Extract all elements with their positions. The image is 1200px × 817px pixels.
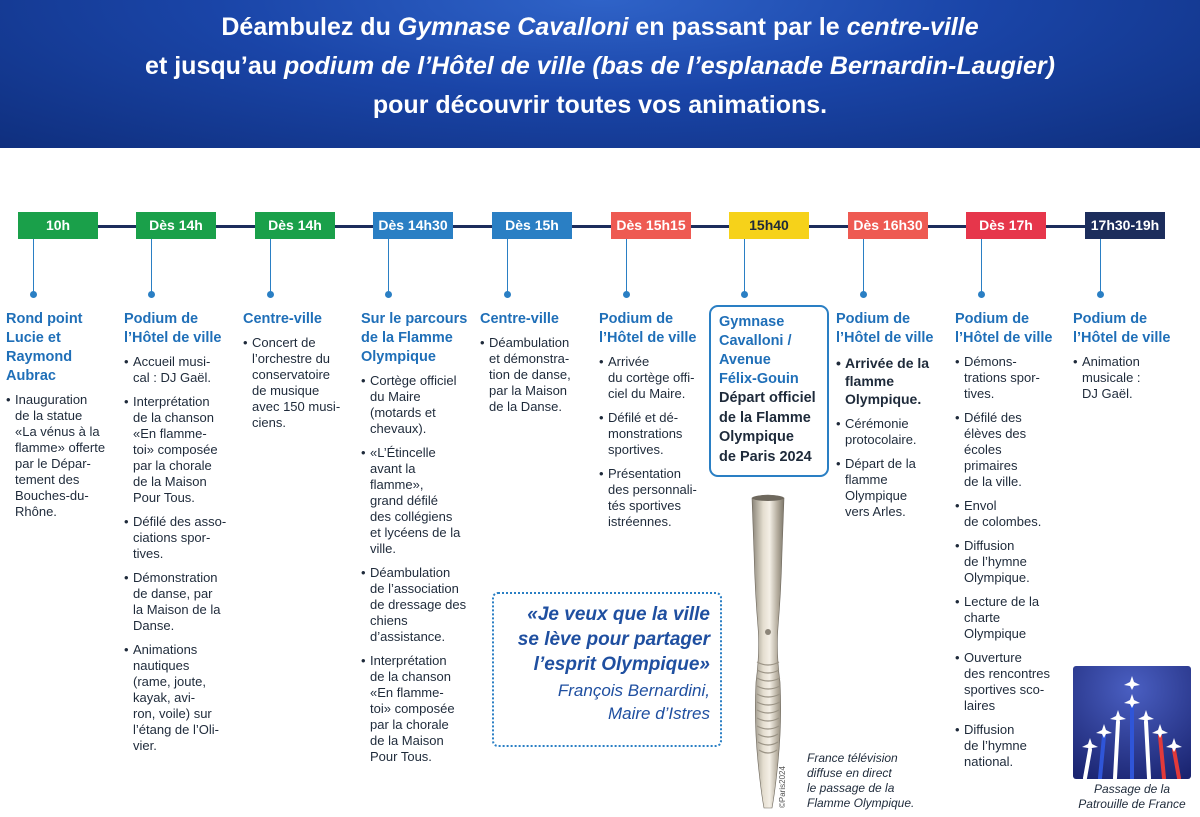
event-item-line: des rencontres	[964, 666, 1050, 681]
time-badge-1: 10h	[18, 212, 98, 239]
event-location	[124, 310, 239, 348]
connector-10	[1100, 239, 1101, 294]
event-item-line: par la chorale	[133, 458, 212, 473]
event-item-line: flamme	[845, 373, 895, 389]
event-item-line: • «L’Étincelle	[370, 445, 436, 460]
event-item-line: l’orchestre du	[252, 351, 331, 366]
event-item-line: Bouches-du-	[15, 488, 89, 503]
event-location-line: Félix-Gouin	[719, 371, 799, 387]
event-item	[955, 498, 1067, 530]
event-item-line: • Démonstration	[133, 570, 218, 585]
time-badge-10: 17h30-19h	[1085, 212, 1165, 239]
event-item-line: • Diffusion	[964, 538, 1015, 553]
event-column-3	[243, 310, 355, 439]
event-item	[1073, 354, 1193, 402]
event-location	[1073, 310, 1193, 348]
connector-dot-5	[504, 291, 511, 298]
event-item-line: • Arrivée de la	[845, 355, 930, 371]
header-banner	[0, 0, 1200, 148]
event-item-line: monstrations	[608, 426, 683, 441]
event-item-line: • Défilé et dé-	[608, 410, 679, 425]
event-item-line: toi» composée	[370, 701, 455, 716]
event-item-line: • Interprétation	[133, 394, 210, 409]
event-location-line: l’Hôtel de ville	[124, 330, 222, 346]
connector-5	[507, 239, 508, 294]
event-item-line: de musique	[252, 383, 320, 398]
event-column-6	[599, 310, 711, 538]
event-location-line: de la Flamme	[361, 330, 453, 346]
departure-title-line: de la Flamme	[719, 409, 811, 426]
event-item-line: • Envol	[964, 498, 997, 513]
event-item-line: Rhône.	[15, 504, 57, 519]
connector-dot-4	[385, 291, 392, 298]
event-item-line: chevaux).	[370, 421, 427, 436]
connector-9	[981, 239, 982, 294]
connector-6	[626, 239, 627, 294]
time-badge-8: Dès 16h30	[848, 212, 928, 239]
banner-line-1: Déambulez du Gymnase Cavalloni en passant par le centre-ville	[221, 13, 979, 41]
event-item-line: ciations spor-	[133, 530, 211, 545]
event-item-line: • Interprétation	[370, 653, 447, 668]
event-item-line: élèves des	[964, 426, 1027, 441]
banner-line-2: et jusqu’au podium de l’Hôtel de ville (bas de l’esplanade Bernardin-Laugier)	[145, 52, 1055, 80]
event-item-line: l’étang de l’Oli-	[133, 722, 219, 737]
event-item-line: toi» composée	[133, 442, 218, 457]
connector-dot-1	[30, 291, 37, 298]
event-column-9	[955, 310, 1067, 778]
event-item-line: du cortège offi-	[608, 370, 695, 385]
event-location-line: Podium de	[124, 311, 199, 327]
event-item-line: «La vénus à la	[15, 424, 100, 439]
event-item-line: • Concert de	[252, 335, 316, 350]
connector-8	[863, 239, 864, 294]
connector-7	[744, 239, 745, 294]
event-column-2	[124, 310, 239, 762]
event-item-line: grand défilé	[370, 493, 438, 508]
departure-box	[709, 305, 829, 477]
event-item-line: de l’association	[370, 581, 459, 596]
event-item-line: par la Maison	[489, 383, 568, 398]
event-item	[243, 335, 355, 431]
event-location	[599, 310, 711, 348]
connector-dot-7	[741, 291, 748, 298]
event-item	[361, 565, 476, 645]
patrouille-de-france-image	[1073, 666, 1191, 779]
event-item	[836, 354, 948, 408]
event-location	[955, 310, 1067, 348]
event-item-line: • Cortège officiel	[370, 373, 457, 388]
event-location-line: l’Hôtel de ville	[955, 330, 1053, 346]
quote-text: «Je veux que la ville se lève pour partager l’esprit Olympique»	[517, 604, 710, 675]
event-location-line: l’Hôtel de ville	[1073, 330, 1171, 346]
event-item-line: nautiques	[133, 658, 190, 673]
event-location-line: Olympique	[361, 349, 436, 365]
event-item-line: sportives.	[608, 442, 664, 457]
event-item-line: des personnali-	[608, 482, 697, 497]
connector-dot-8	[860, 291, 867, 298]
event-item	[124, 354, 239, 386]
event-location	[719, 313, 823, 389]
event-list	[1073, 354, 1193, 402]
event-item	[955, 410, 1067, 490]
event-item-line: tés sportives	[608, 498, 681, 513]
connector-dot-9	[978, 291, 985, 298]
event-item-line: laires	[964, 698, 996, 713]
event-item-line: • Lecture de la	[964, 594, 1040, 609]
event-item-line: (rame, joute,	[133, 674, 206, 689]
event-item-line: • Arrivée	[608, 354, 650, 369]
event-location-line: Centre-ville	[480, 311, 559, 327]
event-item-line: de colombes.	[964, 514, 1042, 529]
event-item	[124, 570, 239, 634]
event-item-line: DJ Gaël.	[1082, 386, 1133, 401]
event-item-line: ron, voile) sur	[133, 706, 212, 721]
event-location-line: Rond point	[6, 311, 83, 327]
event-item-line: tives.	[964, 386, 995, 401]
time-badge-7: 15h40	[729, 212, 809, 239]
event-item	[955, 650, 1067, 714]
event-column-1	[6, 310, 118, 528]
event-item	[599, 410, 711, 458]
connector-dot-10	[1097, 291, 1104, 298]
event-item-line: de l’hymne	[964, 738, 1027, 753]
event-item	[955, 722, 1067, 770]
connector-3	[270, 239, 271, 294]
time-badge-5: Dès 15h	[492, 212, 572, 239]
patrol-caption: Passage de la Patrouille de France	[1078, 782, 1186, 811]
event-item-line: Olympique.	[964, 570, 1030, 585]
event-item-line: kayak, avi-	[133, 690, 196, 705]
event-column-5	[480, 310, 592, 423]
olympic-torch-image	[738, 492, 798, 810]
event-item	[955, 538, 1067, 586]
event-item-line: • Diffusion	[964, 722, 1015, 737]
event-item-line: • Départ de la	[845, 456, 916, 471]
event-list	[955, 354, 1067, 770]
event-location-line: l’Hôtel de ville	[599, 330, 697, 346]
banner-line-3: pour découvrir toutes vos animations.	[372, 91, 828, 119]
event-item-line: tement des	[15, 472, 80, 487]
event-item-line: • Démons-	[964, 354, 1017, 369]
torch-credit: ©Paris2024	[778, 766, 787, 808]
event-item	[836, 456, 948, 520]
event-item-line: Pour Tous.	[133, 490, 195, 505]
event-item-line: charte	[964, 610, 1001, 625]
connector-dot-6	[623, 291, 630, 298]
event-location-line: Podium de	[599, 311, 674, 327]
event-item	[480, 335, 592, 415]
event-item-line: par le Dépar-	[15, 456, 91, 471]
event-item-line: tion de danse,	[489, 367, 571, 382]
event-item-line: de dressage des	[370, 597, 467, 612]
event-list	[361, 373, 476, 765]
time-badge-3: Dès 14h	[255, 212, 335, 239]
event-item-line: primaires	[964, 458, 1018, 473]
departure-title-line: Départ officiel	[719, 390, 816, 406]
event-item-line: • Inauguration	[15, 392, 88, 407]
event-item	[361, 373, 476, 437]
event-column-8	[836, 310, 948, 528]
departure-title-line: de Paris 2024	[719, 448, 812, 465]
event-item-line: Olympique.	[845, 391, 922, 407]
event-item	[124, 514, 239, 562]
event-column-4	[361, 310, 476, 773]
event-item-line: de danse, par	[133, 586, 213, 601]
event-item-line: Olympique	[964, 626, 1027, 641]
event-item-line: • Défilé des asso-	[133, 514, 227, 529]
connector-1	[33, 239, 34, 294]
event-item-line: trations spor-	[964, 370, 1040, 385]
event-item	[955, 354, 1067, 402]
time-badge-2: Dès 14h	[136, 212, 216, 239]
event-list	[599, 354, 711, 530]
event-location-line: Lucie et	[6, 330, 61, 346]
event-item-line: Danse.	[133, 618, 175, 633]
event-item	[361, 445, 476, 557]
event-item-line: • Défilé des	[964, 410, 1022, 425]
event-item-line: de la ville.	[964, 474, 1022, 489]
event-location-line: Aubrac	[6, 368, 56, 384]
event-item	[124, 394, 239, 506]
event-item-line: • Animation	[1082, 354, 1140, 369]
time-badge-6: Dès 15h15	[611, 212, 691, 239]
event-item-line: national.	[964, 754, 1014, 769]
event-list	[124, 354, 239, 754]
connector-dot-2	[148, 291, 155, 298]
event-item-line: cal : DJ Gaël.	[133, 370, 212, 385]
event-item-line: ville.	[370, 541, 397, 556]
event-item-line: avec 150 musi-	[252, 399, 341, 414]
event-item-line: musicale :	[1082, 370, 1141, 385]
event-item-line: des collégiens	[370, 509, 453, 524]
event-item	[6, 392, 118, 520]
event-location-line: Podium de	[1073, 311, 1148, 327]
departure-title-line: Olympique	[719, 429, 794, 445]
event-item-line: istréennes.	[608, 514, 672, 529]
event-location-line: Centre-ville	[243, 311, 322, 327]
event-item-line: vier.	[133, 738, 157, 753]
event-location	[361, 310, 476, 367]
time-badge-9: Dès 17h	[966, 212, 1046, 239]
event-item-line: ciens.	[252, 415, 286, 430]
event-item-line: par la chorale	[370, 717, 449, 732]
event-item-line: flamme» offerte	[15, 440, 106, 455]
event-item-line: flamme»,	[370, 477, 424, 492]
event-item-line: du Maire	[370, 389, 421, 404]
event-location	[480, 310, 592, 329]
event-location	[6, 310, 118, 386]
event-item-line: tives.	[133, 546, 164, 561]
event-item-line: Olympique	[845, 488, 908, 503]
event-item-line: de la Maison	[133, 474, 207, 489]
quote-author: François Bernardini, Maire d’Istres	[557, 681, 710, 723]
event-location-line: Cavalloni /	[719, 333, 792, 349]
event-item-line: avant la	[370, 461, 416, 476]
event-location-line: Podium de	[955, 311, 1030, 327]
event-item-line: • Présentation	[608, 466, 681, 481]
event-item-line: • Ouverture	[964, 650, 1022, 665]
event-item-line: (motards et	[370, 405, 436, 420]
event-item-line: de la Danse.	[489, 399, 562, 414]
event-item-line: conservatoire	[252, 367, 331, 382]
mayor-quote	[492, 592, 722, 747]
event-item-line: • Déambulation	[489, 335, 570, 350]
event-item-line: de la Maison	[370, 733, 444, 748]
connector-dot-3	[267, 291, 274, 298]
event-column-10	[1073, 310, 1193, 410]
event-item-line: la Maison de la	[133, 602, 221, 617]
event-item	[124, 642, 239, 754]
event-item-line: • Déambulation	[370, 565, 451, 580]
event-item	[955, 594, 1067, 642]
event-item	[599, 354, 711, 402]
time-badge-4: Dès 14h30	[373, 212, 453, 239]
event-list	[836, 354, 948, 520]
event-item-line: sportives sco-	[964, 682, 1045, 697]
event-item-line: «En flamme-	[370, 685, 444, 700]
event-item-line: Pour Tous.	[370, 749, 432, 764]
event-item-line: flamme	[845, 472, 888, 487]
event-location-line: Avenue	[719, 352, 771, 368]
tv-caption: France télévision diffuse en direct le passage de la Flamme Olympique.	[807, 751, 915, 810]
event-location-line: Sur le parcours	[361, 311, 468, 327]
event-list	[243, 335, 355, 431]
event-item	[836, 416, 948, 448]
event-list	[6, 392, 118, 520]
event-item-line: • Animations	[133, 642, 198, 657]
event-item-line: ciel du Maire.	[608, 386, 686, 401]
event-item-line: d’assistance.	[370, 629, 446, 644]
event-item	[599, 466, 711, 530]
event-location-line: Podium de	[836, 311, 911, 327]
event-item-line: • Accueil musi-	[133, 354, 211, 369]
event-item-line: protocolaire.	[845, 432, 917, 447]
event-location	[243, 310, 355, 329]
event-item-line: de la chanson	[133, 410, 214, 425]
connector-4	[388, 239, 389, 294]
event-item-line: de l’hymne	[964, 554, 1027, 569]
event-location	[836, 310, 948, 348]
event-item-line: de la statue	[15, 408, 83, 423]
event-item-line: «En flamme-	[133, 426, 207, 441]
connector-2	[151, 239, 152, 294]
event-list	[480, 335, 592, 415]
departure-title	[719, 389, 823, 467]
event-item-line: et lycéens de la	[370, 525, 461, 540]
event-item-line: écoles	[964, 442, 1002, 457]
event-location-line: Raymond	[6, 349, 73, 365]
event-location-line: l’Hôtel de ville	[836, 330, 934, 346]
event-location-line: Gymnase	[719, 314, 785, 330]
event-item-line: et démonstra-	[489, 351, 570, 366]
event-item-line: vers Arles.	[845, 504, 906, 519]
event-item-line: chiens	[370, 613, 408, 628]
event-item	[361, 653, 476, 765]
event-item-line: de la chanson	[370, 669, 451, 684]
event-item-line: • Cérémonie	[845, 416, 909, 431]
